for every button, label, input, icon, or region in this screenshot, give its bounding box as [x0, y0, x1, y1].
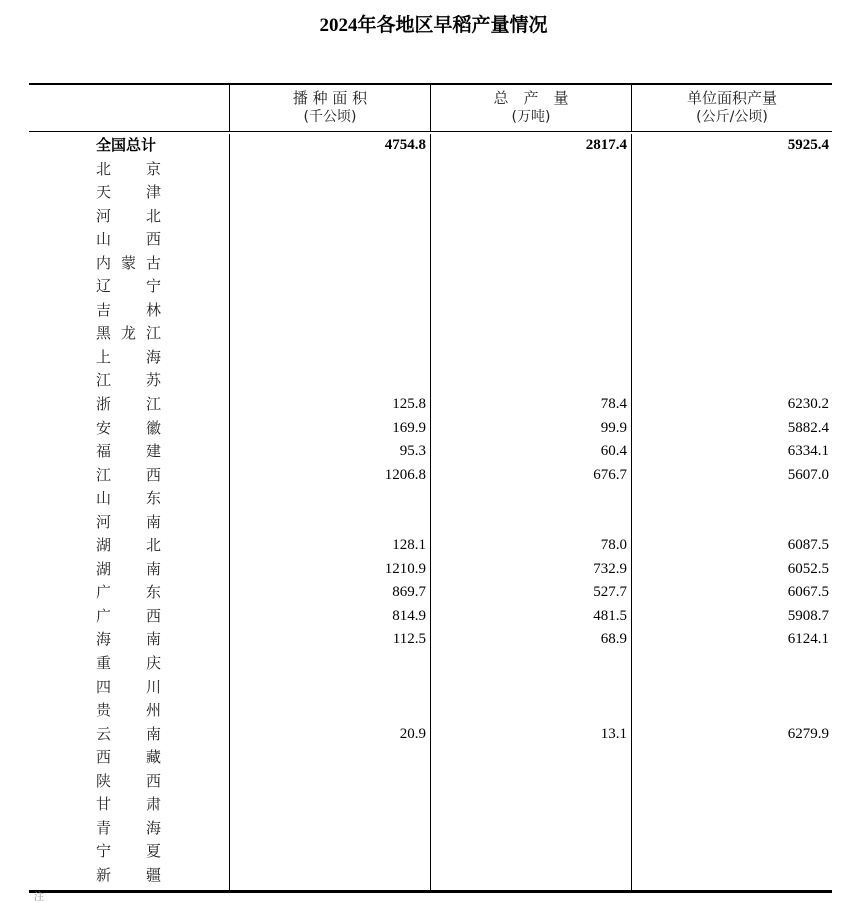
- region-char: 林: [145, 300, 161, 319]
- table-row: [29, 840, 832, 864]
- region-cell: [29, 628, 229, 652]
- yield-cell: [631, 252, 832, 276]
- sown-area-cell: [229, 346, 430, 370]
- region-name: [96, 346, 161, 369]
- region-char: 新: [96, 865, 112, 884]
- region-cell: [29, 228, 229, 252]
- region-name: [96, 464, 161, 487]
- header-total-output: [430, 85, 631, 131]
- sown-area-cell: [229, 793, 430, 817]
- region-name: [96, 417, 161, 440]
- sown-area-cell: [229, 652, 430, 676]
- region-char: 吉: [96, 300, 112, 319]
- total-output-cell: [430, 181, 631, 205]
- region-cell: [29, 746, 229, 770]
- total-output-cell: [430, 369, 631, 393]
- region-char: 安: [96, 418, 112, 437]
- yield-cell: [631, 275, 832, 299]
- table-row: [29, 181, 832, 205]
- table-row: [29, 511, 832, 535]
- region-char: 西: [145, 465, 161, 484]
- region-cell: [29, 723, 229, 747]
- total-output-cell: 732.9: [430, 558, 631, 582]
- region-name: [96, 723, 161, 746]
- region-char: 江: [96, 465, 112, 484]
- table-row: [29, 369, 832, 393]
- region-char: 黑: [96, 324, 112, 343]
- region-char: 青: [96, 818, 112, 837]
- sown-area-cell: [229, 181, 430, 205]
- yield-cell: 5925.4: [631, 134, 832, 158]
- region-name: [96, 581, 161, 604]
- region-char: 湖: [96, 536, 112, 555]
- yield-cell: [631, 746, 832, 770]
- total-output-cell: 60.4: [430, 440, 631, 464]
- sown-area-cell: 1210.9: [229, 558, 430, 582]
- region-name: [96, 558, 161, 581]
- total-output-cell: 99.9: [430, 417, 631, 441]
- sown-area-cell: 169.9: [229, 417, 430, 441]
- yield-cell: [631, 840, 832, 864]
- yield-cell: [631, 205, 832, 229]
- region-char: 浙: [96, 395, 112, 414]
- region-name: [96, 534, 161, 557]
- region-name: [96, 228, 161, 251]
- table-row: [29, 275, 832, 299]
- header-region: [29, 85, 229, 131]
- total-output-cell: 527.7: [430, 581, 631, 605]
- table-row: [29, 228, 832, 252]
- header-unit: (万吨): [511, 109, 551, 125]
- yield-cell: [631, 299, 832, 323]
- region-cell: [29, 417, 229, 441]
- region-cell: [29, 252, 229, 276]
- yield-cell: 5882.4: [631, 417, 832, 441]
- yield-cell: 6230.2: [631, 393, 832, 417]
- region-char: 北: [96, 159, 112, 178]
- region-char: 四: [96, 677, 112, 696]
- table-row: [29, 440, 832, 464]
- table-header: [29, 85, 832, 132]
- region-char: 山: [96, 489, 112, 508]
- region-name: [96, 770, 161, 793]
- yield-cell: [631, 181, 832, 205]
- table-row: [29, 817, 832, 841]
- yield-cell: 6087.5: [631, 534, 832, 558]
- yield-cell: 6124.1: [631, 628, 832, 652]
- table-row: [29, 746, 832, 770]
- region-char: 疆: [145, 865, 161, 884]
- table-row: [29, 346, 832, 370]
- total-output-cell: [430, 228, 631, 252]
- yield-cell: [631, 676, 832, 700]
- region-char: 南: [145, 559, 161, 578]
- total-output-cell: [430, 322, 631, 346]
- region-char: 西: [145, 606, 161, 625]
- total-output-cell: [430, 652, 631, 676]
- region-cell: [29, 275, 229, 299]
- region-cell: [29, 487, 229, 511]
- sown-area-cell: [229, 158, 430, 182]
- region-char: 天: [96, 183, 112, 202]
- table-row: [29, 864, 832, 888]
- filler-cell: [229, 888, 430, 890]
- region-char: 龙: [120, 324, 136, 343]
- sown-area-cell: 95.3: [229, 440, 430, 464]
- table-row: [29, 393, 832, 417]
- region-cell: [29, 558, 229, 582]
- region-char: 宁: [145, 277, 161, 296]
- region-cell: [29, 369, 229, 393]
- region-cell: [29, 840, 229, 864]
- region-name: [96, 605, 161, 628]
- region-cell: [29, 581, 229, 605]
- yield-cell: [631, 487, 832, 511]
- region-name: [96, 746, 161, 769]
- filler-cell: [430, 888, 631, 890]
- yield-cell: 5908.7: [631, 605, 832, 629]
- total-output-cell: [430, 840, 631, 864]
- yield-cell: [631, 369, 832, 393]
- region-char: 南: [145, 724, 161, 743]
- region-char: 南: [145, 512, 161, 531]
- region-name: [96, 699, 161, 722]
- yield-cell: [631, 158, 832, 182]
- total-output-cell: [430, 299, 631, 323]
- region-char: 海: [145, 347, 161, 366]
- region-name: [96, 158, 161, 181]
- region-name: [96, 840, 161, 863]
- table-row: [29, 770, 832, 794]
- region-char: 藏: [145, 748, 161, 767]
- region-name: [96, 205, 161, 228]
- sown-area-cell: 20.9: [229, 723, 430, 747]
- yield-cell: [631, 864, 832, 888]
- yield-cell: 5607.0: [631, 464, 832, 488]
- region-char: 河: [96, 512, 112, 531]
- total-output-cell: 78.4: [430, 393, 631, 417]
- region-char: 北: [145, 206, 161, 225]
- region-cell: [29, 605, 229, 629]
- region-char: 北: [145, 536, 161, 555]
- header-yield-per-area: [631, 85, 832, 131]
- region-cell: [29, 817, 229, 841]
- sown-area-cell: [229, 699, 430, 723]
- region-cell: [29, 676, 229, 700]
- total-output-cell: [430, 252, 631, 276]
- region-name: [96, 864, 161, 887]
- total-output-cell: 481.5: [430, 605, 631, 629]
- sown-area-cell: 814.9: [229, 605, 430, 629]
- region-name: [96, 511, 161, 534]
- region-char: 海: [96, 630, 112, 649]
- table-row: [29, 628, 832, 652]
- region-name: [96, 181, 161, 204]
- region-char: 全国总计: [96, 136, 157, 154]
- yield-cell: 6334.1: [631, 440, 832, 464]
- region-char: 京: [145, 159, 161, 178]
- sown-area-cell: [229, 228, 430, 252]
- region-name: [96, 628, 161, 651]
- header-unit: (公斤/公顷): [696, 109, 768, 125]
- region-name: [96, 393, 161, 416]
- table-row: [29, 322, 832, 346]
- region-char: 南: [145, 630, 161, 649]
- region-name: [96, 134, 161, 157]
- region-cell: [29, 511, 229, 535]
- region-char: 西: [145, 230, 161, 249]
- table-row: [29, 793, 832, 817]
- region-char: 庆: [145, 654, 161, 673]
- table-row: [29, 158, 832, 182]
- rice-output-table: [29, 83, 832, 893]
- table-row: [29, 699, 832, 723]
- region-cell: [29, 322, 229, 346]
- sown-area-cell: [229, 746, 430, 770]
- sown-area-cell: 869.7: [229, 581, 430, 605]
- total-output-cell: [430, 864, 631, 888]
- total-output-cell: [430, 770, 631, 794]
- region-char: 蒙: [120, 253, 136, 272]
- sown-area-cell: [229, 840, 430, 864]
- header-label: 总 产 量: [493, 89, 569, 107]
- yield-cell: [631, 511, 832, 535]
- region-char: 广: [96, 583, 112, 602]
- region-char: 甘: [96, 795, 112, 814]
- yield-cell: [631, 346, 832, 370]
- yield-cell: 6279.9: [631, 723, 832, 747]
- region-name: [96, 652, 161, 675]
- header-unit: (千公顷): [303, 109, 357, 125]
- sown-area-cell: [229, 205, 430, 229]
- region-name: [96, 487, 161, 510]
- region-cell: [29, 158, 229, 182]
- sown-area-cell: 125.8: [229, 393, 430, 417]
- total-output-cell: [430, 817, 631, 841]
- region-cell: [29, 864, 229, 888]
- region-char: 河: [96, 206, 112, 225]
- region-char: 江: [145, 324, 161, 343]
- table-row: [29, 252, 832, 276]
- region-cell: [29, 346, 229, 370]
- region-char: 东: [145, 583, 161, 602]
- region-char: 陕: [96, 771, 112, 790]
- region-cell: [29, 770, 229, 794]
- total-output-cell: [430, 676, 631, 700]
- region-char: 重: [96, 654, 112, 673]
- region-char: 古: [145, 253, 161, 272]
- table-row: [29, 605, 832, 629]
- region-name: [96, 817, 161, 840]
- total-output-cell: 68.9: [430, 628, 631, 652]
- total-output-cell: [430, 158, 631, 182]
- filler-cell: [631, 888, 832, 890]
- region-name: [96, 275, 161, 298]
- region-cell: [29, 534, 229, 558]
- page-title: 2024年各地区早稻产量情况: [319, 15, 548, 36]
- region-char: 西: [145, 771, 161, 790]
- region-char: 建: [145, 442, 161, 461]
- region-char: 夏: [145, 842, 161, 861]
- sown-area-cell: [229, 770, 430, 794]
- region-char: 内: [96, 253, 112, 272]
- region-char: 东: [145, 489, 161, 508]
- yield-cell: 6052.5: [631, 558, 832, 582]
- region-char: 福: [96, 442, 112, 461]
- table-body: [29, 132, 832, 890]
- yield-cell: [631, 817, 832, 841]
- sown-area-cell: [229, 676, 430, 700]
- region-cell: [29, 205, 229, 229]
- region-cell: [29, 793, 229, 817]
- region-name: [96, 299, 161, 322]
- region-char: 徽: [145, 418, 161, 437]
- region-char: 州: [145, 701, 161, 720]
- total-output-cell: [430, 793, 631, 817]
- sown-area-cell: [229, 864, 430, 888]
- header-label: 播 种 面 积: [292, 89, 368, 107]
- table-row: [29, 487, 832, 511]
- sown-area-cell: [229, 817, 430, 841]
- yield-cell: 6067.5: [631, 581, 832, 605]
- region-cell: [29, 440, 229, 464]
- region-char: 湖: [96, 559, 112, 578]
- total-output-cell: [430, 346, 631, 370]
- region-name: [96, 252, 161, 275]
- header-sown-area: [229, 85, 430, 131]
- sown-area-cell: 112.5: [229, 628, 430, 652]
- table-row: [29, 464, 832, 488]
- total-output-cell: [430, 699, 631, 723]
- footnote: 注: [34, 892, 44, 903]
- region-char: 江: [145, 395, 161, 414]
- region-char: 西: [96, 748, 112, 767]
- region-char: 苏: [145, 371, 161, 390]
- region-cell: [29, 464, 229, 488]
- sown-area-cell: 128.1: [229, 534, 430, 558]
- region-char: 上: [96, 347, 112, 366]
- table-row: [29, 581, 832, 605]
- yield-cell: [631, 228, 832, 252]
- filler-cell: [29, 888, 229, 890]
- table-row: [29, 558, 832, 582]
- total-output-cell: 13.1: [430, 723, 631, 747]
- region-cell: [29, 181, 229, 205]
- sown-area-cell: [229, 275, 430, 299]
- region-cell: [29, 652, 229, 676]
- total-output-cell: 78.0: [430, 534, 631, 558]
- total-output-cell: [430, 275, 631, 299]
- region-char: 肃: [145, 795, 161, 814]
- table-row: [29, 676, 832, 700]
- sown-area-cell: [229, 511, 430, 535]
- region-name: [96, 793, 161, 816]
- region-cell: [29, 134, 229, 158]
- sown-area-cell: [229, 369, 430, 393]
- region-char: 贵: [96, 701, 112, 720]
- total-output-cell: 676.7: [430, 464, 631, 488]
- yield-cell: [631, 322, 832, 346]
- region-char: 山: [96, 230, 112, 249]
- region-char: 川: [145, 677, 161, 696]
- region-cell: [29, 699, 229, 723]
- region-char: 海: [145, 818, 161, 837]
- total-output-cell: [430, 746, 631, 770]
- region-cell: [29, 393, 229, 417]
- region-cell: [29, 299, 229, 323]
- table-row-total: [29, 134, 832, 158]
- total-output-cell: [430, 511, 631, 535]
- header-label: 单位面积产量: [686, 89, 777, 107]
- sown-area-cell: [229, 487, 430, 511]
- yield-cell: [631, 699, 832, 723]
- total-output-cell: [430, 487, 631, 511]
- sown-area-cell: [229, 322, 430, 346]
- region-char: 广: [96, 606, 112, 625]
- sown-area-cell: 1206.8: [229, 464, 430, 488]
- table-row: [29, 205, 832, 229]
- region-char: 津: [145, 183, 161, 202]
- table-filler: [29, 888, 832, 890]
- table-row: [29, 534, 832, 558]
- table-row: [29, 299, 832, 323]
- table-row: [29, 417, 832, 441]
- table-row: [29, 723, 832, 747]
- region-char: 辽: [96, 277, 112, 296]
- region-name: [96, 322, 161, 345]
- yield-cell: [631, 793, 832, 817]
- total-output-cell: 2817.4: [430, 134, 631, 158]
- yield-cell: [631, 770, 832, 794]
- yield-cell: [631, 652, 832, 676]
- table-row: [29, 652, 832, 676]
- sown-area-cell: [229, 252, 430, 276]
- region-name: [96, 369, 161, 392]
- region-char: 宁: [96, 842, 112, 861]
- sown-area-cell: [229, 299, 430, 323]
- total-output-cell: [430, 205, 631, 229]
- region-name: [96, 440, 161, 463]
- sown-area-cell: 4754.8: [229, 134, 430, 158]
- region-char: 云: [96, 724, 112, 743]
- region-char: 江: [96, 371, 112, 390]
- region-name: [96, 676, 161, 699]
